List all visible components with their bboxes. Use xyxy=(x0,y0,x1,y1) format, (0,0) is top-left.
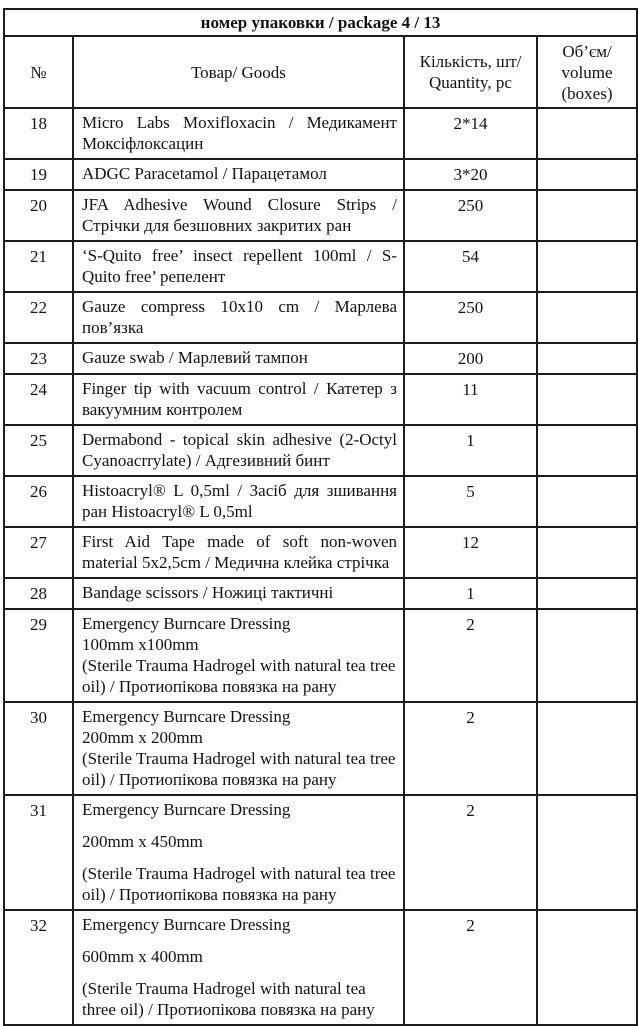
table-row xyxy=(4,476,637,527)
table-row xyxy=(4,108,637,159)
row-number-cell: 20 xyxy=(4,190,73,241)
row-number-cell: 19 xyxy=(4,159,73,190)
goods-text-line: Dermabond - topical skin adhesive (2-Octyl Cyanoacrrylate) / Адгезивний бинт xyxy=(82,430,397,470)
goods-cell xyxy=(73,578,404,609)
goods-text-line: (Sterile Trauma Hadrogel with natural tea three oil) / Протиопікова повязка на рану xyxy=(82,979,375,1019)
table-row xyxy=(4,527,637,578)
goods-text-line: Emergency Burncare Dressing xyxy=(82,915,291,934)
goods-text-line: Emergency Burncare Dressing xyxy=(82,707,291,726)
goods-cell xyxy=(73,702,404,795)
goods-cell xyxy=(73,425,404,476)
column-header-quantity xyxy=(404,36,537,108)
table-header-row xyxy=(4,36,637,108)
goods-text-line: Gauze swab / Марлевий тампон xyxy=(82,348,308,367)
goods-cell xyxy=(73,795,404,910)
goods-cell xyxy=(73,527,404,578)
goods-text-line: Gauze compress 10x10 cm / Марлева пов’язка xyxy=(82,297,397,337)
goods-text-line: (Sterile Trauma Hadrogel with natural tea tree oil) / Протиопікова повязка на рану xyxy=(82,864,396,904)
goods-text-line: Emergency Burncare Dressing xyxy=(82,614,291,633)
row-number-cell: 24 xyxy=(4,374,73,425)
goods-text-line: Micro Labs Moxifloxacin / Медикамент Моксіфлоксацин xyxy=(82,113,397,153)
column-header-goods: Товар/ Goods xyxy=(73,36,404,108)
row-number-cell: 27 xyxy=(4,527,73,578)
table-row xyxy=(4,702,637,795)
quantity-cell: 2 xyxy=(404,702,537,795)
table-row xyxy=(4,241,637,292)
column-header-number: № xyxy=(4,36,73,108)
package-title: номер упаковки / package 4 / 13 xyxy=(4,9,637,36)
row-number-cell: 32 xyxy=(4,910,73,1025)
volume-cell xyxy=(537,425,637,476)
column-header-volume xyxy=(537,36,637,108)
row-number-cell: 21 xyxy=(4,241,73,292)
row-number-cell: 23 xyxy=(4,343,73,374)
goods-cell xyxy=(73,190,404,241)
volume-cell xyxy=(537,578,637,609)
volume-cell xyxy=(537,241,637,292)
volume-cell xyxy=(537,108,637,159)
goods-text-line: Emergency Burncare Dressing xyxy=(82,800,291,819)
volume-cell xyxy=(537,795,637,910)
volume-cell xyxy=(537,702,637,795)
volume-cell xyxy=(537,476,637,527)
quantity-cell: 12 xyxy=(404,527,537,578)
quantity-cell: 2*14 xyxy=(404,108,537,159)
goods-text-line: First Aid Tape made of soft non-woven material 5x2,5cm / Медична клейка стрічка xyxy=(82,532,397,572)
quantity-cell: 2 xyxy=(404,910,537,1025)
row-number-cell: 25 xyxy=(4,425,73,476)
quantity-cell: 1 xyxy=(404,578,537,609)
packing-list-table xyxy=(3,8,638,1026)
volume-header-line: (boxes) xyxy=(561,83,613,103)
goods-text-line: ‘S-Quito free’ insect repellent 100ml / S-Quito free’ репелент xyxy=(82,246,397,286)
goods-text-line: JFA Adhesive Wound Closure Strips / Стрічки для безшовних закритих ран xyxy=(82,195,397,235)
goods-cell xyxy=(73,374,404,425)
quantity-header-line: Quantity, pc xyxy=(429,73,512,92)
goods-text-line: (Sterile Trauma Hadrogel with natural tea tree oil) / Протиопікова повязка на рану xyxy=(82,656,396,696)
goods-cell xyxy=(73,609,404,702)
volume-cell xyxy=(537,343,637,374)
quantity-cell: 11 xyxy=(404,374,537,425)
quantity-cell: 54 xyxy=(404,241,537,292)
goods-text-line: 200mm x 200mm xyxy=(82,728,203,747)
quantity-cell: 3*20 xyxy=(404,159,537,190)
quantity-cell: 250 xyxy=(404,292,537,343)
table-row xyxy=(4,159,637,190)
goods-cell xyxy=(73,159,404,190)
row-number-cell: 28 xyxy=(4,578,73,609)
volume-cell xyxy=(537,374,637,425)
table-row xyxy=(4,190,637,241)
volume-cell xyxy=(537,292,637,343)
row-number-cell: 31 xyxy=(4,795,73,910)
goods-text-line: Bandage scissors / Ножиці тактичні xyxy=(82,583,334,602)
goods-cell xyxy=(73,343,404,374)
table-row xyxy=(4,292,637,343)
volume-header-line: volume xyxy=(561,62,613,82)
goods-cell xyxy=(73,241,404,292)
table-row xyxy=(4,609,637,702)
volume-cell xyxy=(537,527,637,578)
goods-text-line: (Sterile Trauma Hadrogel with natural tea tree oil) / Протиопікова повязка на рану xyxy=(82,749,396,789)
table-row xyxy=(4,910,637,1025)
volume-cell xyxy=(537,910,637,1025)
quantity-cell: 2 xyxy=(404,795,537,910)
goods-cell xyxy=(73,292,404,343)
table-row xyxy=(4,795,637,910)
table-row xyxy=(4,374,637,425)
goods-text-line: ADGC Paracetamol / Парацетамол xyxy=(82,164,327,183)
row-number-cell: 30 xyxy=(4,702,73,795)
quantity-header-line: Кількість, шт/ xyxy=(419,52,522,71)
quantity-cell: 2 xyxy=(404,609,537,702)
volume-cell xyxy=(537,609,637,702)
table-body xyxy=(4,108,637,1025)
row-number-cell: 22 xyxy=(4,292,73,343)
goods-text-line: 600mm x 400mm xyxy=(82,947,203,966)
row-number-cell: 26 xyxy=(4,476,73,527)
quantity-cell: 1 xyxy=(404,425,537,476)
row-number-cell: 29 xyxy=(4,609,73,702)
volume-cell xyxy=(537,190,637,241)
goods-cell xyxy=(73,108,404,159)
table-title-row xyxy=(4,9,637,36)
goods-text-line: 100mm x100mm xyxy=(82,635,199,654)
goods-text-line: 200mm x 450mm xyxy=(82,832,203,851)
table-row xyxy=(4,425,637,476)
row-number-cell: 18 xyxy=(4,108,73,159)
goods-cell xyxy=(73,476,404,527)
volume-cell xyxy=(537,159,637,190)
goods-cell xyxy=(73,910,404,1025)
quantity-cell: 250 xyxy=(404,190,537,241)
table-row xyxy=(4,343,637,374)
quantity-cell: 5 xyxy=(404,476,537,527)
table-row xyxy=(4,578,637,609)
goods-text-line: Finger tip with vacuum control / Катетер з вакуумним контролем xyxy=(82,379,397,419)
volume-header-line: Об’єм/ xyxy=(562,41,612,61)
goods-text-line: Histoacryl® L 0,5ml / Засіб для зшивання ран Histoacryl® L 0,5ml xyxy=(82,481,397,521)
quantity-cell: 200 xyxy=(404,343,537,374)
